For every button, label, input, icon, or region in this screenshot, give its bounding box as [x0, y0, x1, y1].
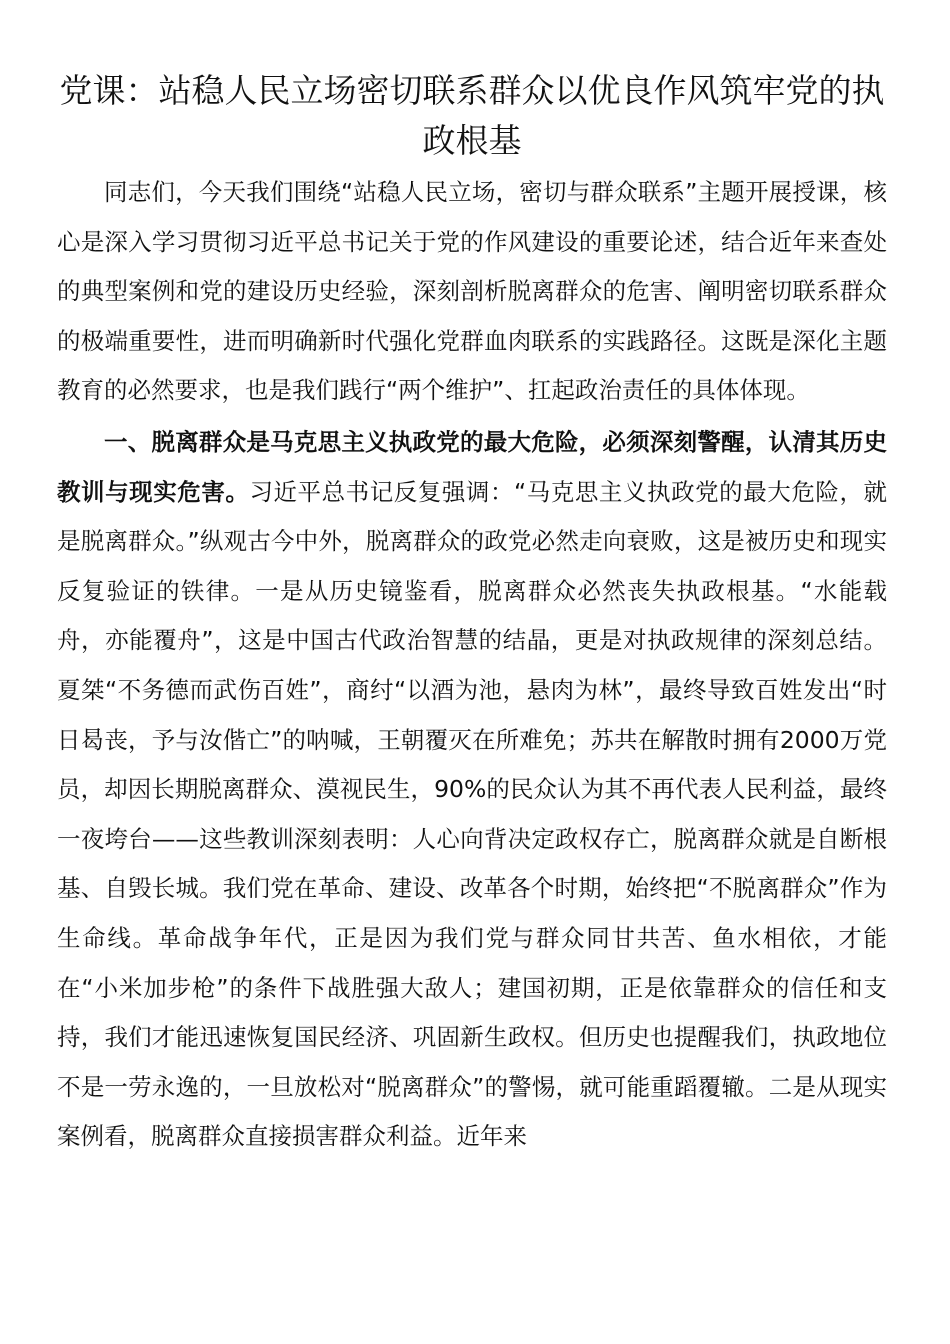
- document-page: [57, 66, 887, 1162]
- intro-paragraph: 同志们，今天我们围绕“站稳人民立场，密切与群众联系”主题开展授课，核心是深入学习贯彻习近平总书记关于党的作风建设的重要论述，结合近年来查处的典型案例和党的建设历史经验，深刻剖析脱离群众的危害、阐明密切联系群众的极端重要性，进而明确新时代强化党群血肉联系的实践路径。这既是深化主题教育的必然要求，也是我们践行“两个维护”、扛起政治责任的具体体现。: [57, 178, 887, 405]
- document-title: 党课：站稳人民立场密切联系群众以优良作风筑牢党的执政根基: [59, 71, 885, 160]
- section-one-paragraph: [57, 418, 887, 1162]
- section-one-body: 习近平总书记反复强调：“马克思主义执政党的最大危险，就是脱离群众。”纵观古今中外，脱离群众的政党必然走向衰败，这是被历史和现实反复验证的铁律。一是从历史镜鉴看，脱离群众必然丧失执政根基。“水能载舟，亦能覆舟”，这是中国古代政治智慧的结晶，更是对执政规律的深刻总结。夏桀“不务德而武伤百姓”，商纣“以酒为池，悬肉为林”，最终导致百姓发出“时日曷丧，予与汝偕亡”的呐喊，王朝覆灭在所难免；苏共在解散时拥有2000万党员，却因长期脱离群众、漠视民生，90%的民众认为其不再代表人民利益，最终一夜垮台——这些教训深刻表明：人心向背决定政权存亡，脱离群众就是自断根基、自毁长城。我们党在革命、建设、改革各个时期，始终把“不脱离群众”作为生命线。革命战争年代，正是因为我们党与群众同甘共苦、鱼水相依，才能在“小米加步枪”的条件下战胜强大敌人；建国初期，正是依靠群众的信任和支持，我们才能迅速恢复国民经济、巩固新生政权。但历史也提醒我们，执政地位不是一劳永逸的，一旦放松对“脱离群众”的警惕，就可能重蹈覆辙。二是从现实案例看，脱离群众直接损害群众利益。近年来: [57, 477, 887, 1151]
- section-one-heading: 一、脱离群众是马克思主义执政党的最大危险，必须深刻警醒，认清其历史教训与现实危害。: [57, 427, 887, 506]
